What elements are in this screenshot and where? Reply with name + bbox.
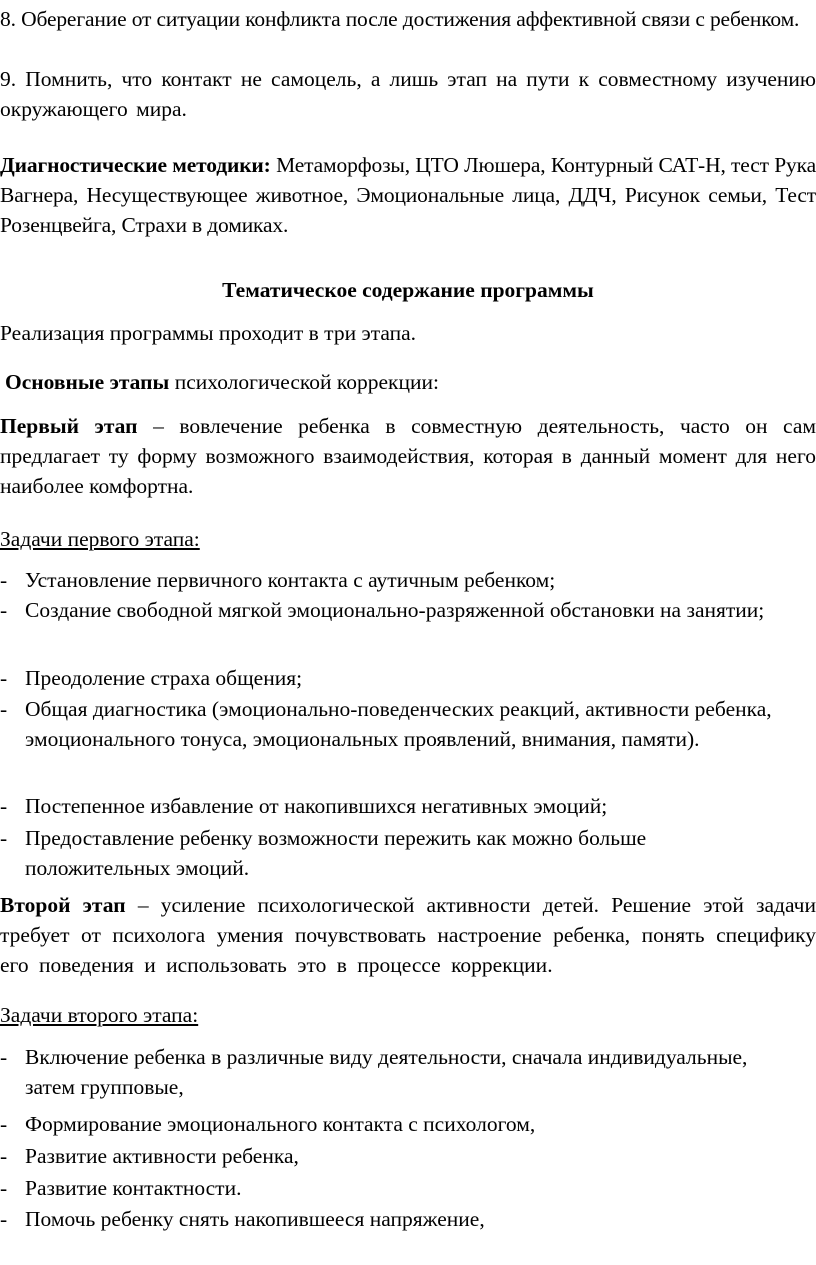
stage2-paragraph: Второй этап – усиление психологической активности детей. Решение этой задачи требует от психолога умения почувствовать настроение ребенка, понять специфику его поведения и использовать это в процессе коррекции. — [0, 893, 816, 977]
stage1-paragraph: Первый этап – вовлечение ребенка в совместную деятельность, часто он сам предлагает ту форму возможного взаимодействия, которая в данный момент для него наиболее комфортна. — [0, 414, 816, 498]
tasks1-heading: Задачи первого этапа: — [0, 527, 200, 551]
tasks1-item: - Преодоление страха общения; — [0, 666, 303, 690]
tasks2-item: - Развитие активности ребенка, — [0, 1144, 299, 1168]
tasks1-item: - Предоставление ребенку возможности пережить как можно больше положительных эмоций. — [0, 826, 647, 880]
tasks2-item: - Включение ребенка в различные виду деятельности, сначала индивидуальные, затем групповые, — [0, 1045, 748, 1099]
tasks2-item: - Помочь ребенку снять накопившееся напряжение, — [0, 1207, 485, 1231]
numbered-item-8: 8. Оберегание от ситуации конфликта после достижения аффективной связи с ребенком. — [0, 7, 800, 31]
tasks1-item: - Установление первичного контакта с аутичным ребенком; — [0, 568, 556, 592]
diagnostics-text: Метаморфозы, ЦТО Люшера, Контурный САТ-Н, тест Рука Вагнера, Несуществующее животное, Эмоциональные лица, ДДЧ, Рисунок семьи, Тест Розенцвейга, Страхи в домиках. — [0, 153, 816, 237]
intro-text: Реализация программы проходит в три этапа. — [0, 321, 417, 345]
tasks1-item: - Постепенное избавление от накопившихся негативных эмоций; — [0, 794, 608, 818]
numbered-item-9: 9. Помнить, что контакт не самоцель, а лишь этап на пути к совместному изучению окружающего мира. — [0, 67, 816, 121]
stage1-label: Первый этап — [0, 414, 138, 438]
tasks2-heading: Задачи второго этапа: — [0, 1003, 199, 1027]
stage2-label: Второй этап — [0, 893, 126, 917]
diagnostics-label: Диагностические методики: — [0, 153, 271, 177]
diagnostics-paragraph — [0, 150, 816, 240]
section-title: Тематическое содержание программы — [222, 278, 594, 302]
tasks1-item: - Создание свободной мягкой эмоционально-разряженной обстановки на занятии; — [0, 598, 765, 622]
stages-heading: Основные этапы психологической коррекции: — [5, 370, 439, 394]
tasks2-item: - Развитие контактности. — [0, 1176, 242, 1200]
tasks1-item: - Общая диагностика (эмоционально-поведенческих реакций, активности ребенка, эмоционального тонуса, эмоциональных проявлений, внимания, памяти). — [0, 697, 772, 751]
tasks2-item: - Формирование эмоционального контакта с психологом, — [0, 1112, 536, 1136]
